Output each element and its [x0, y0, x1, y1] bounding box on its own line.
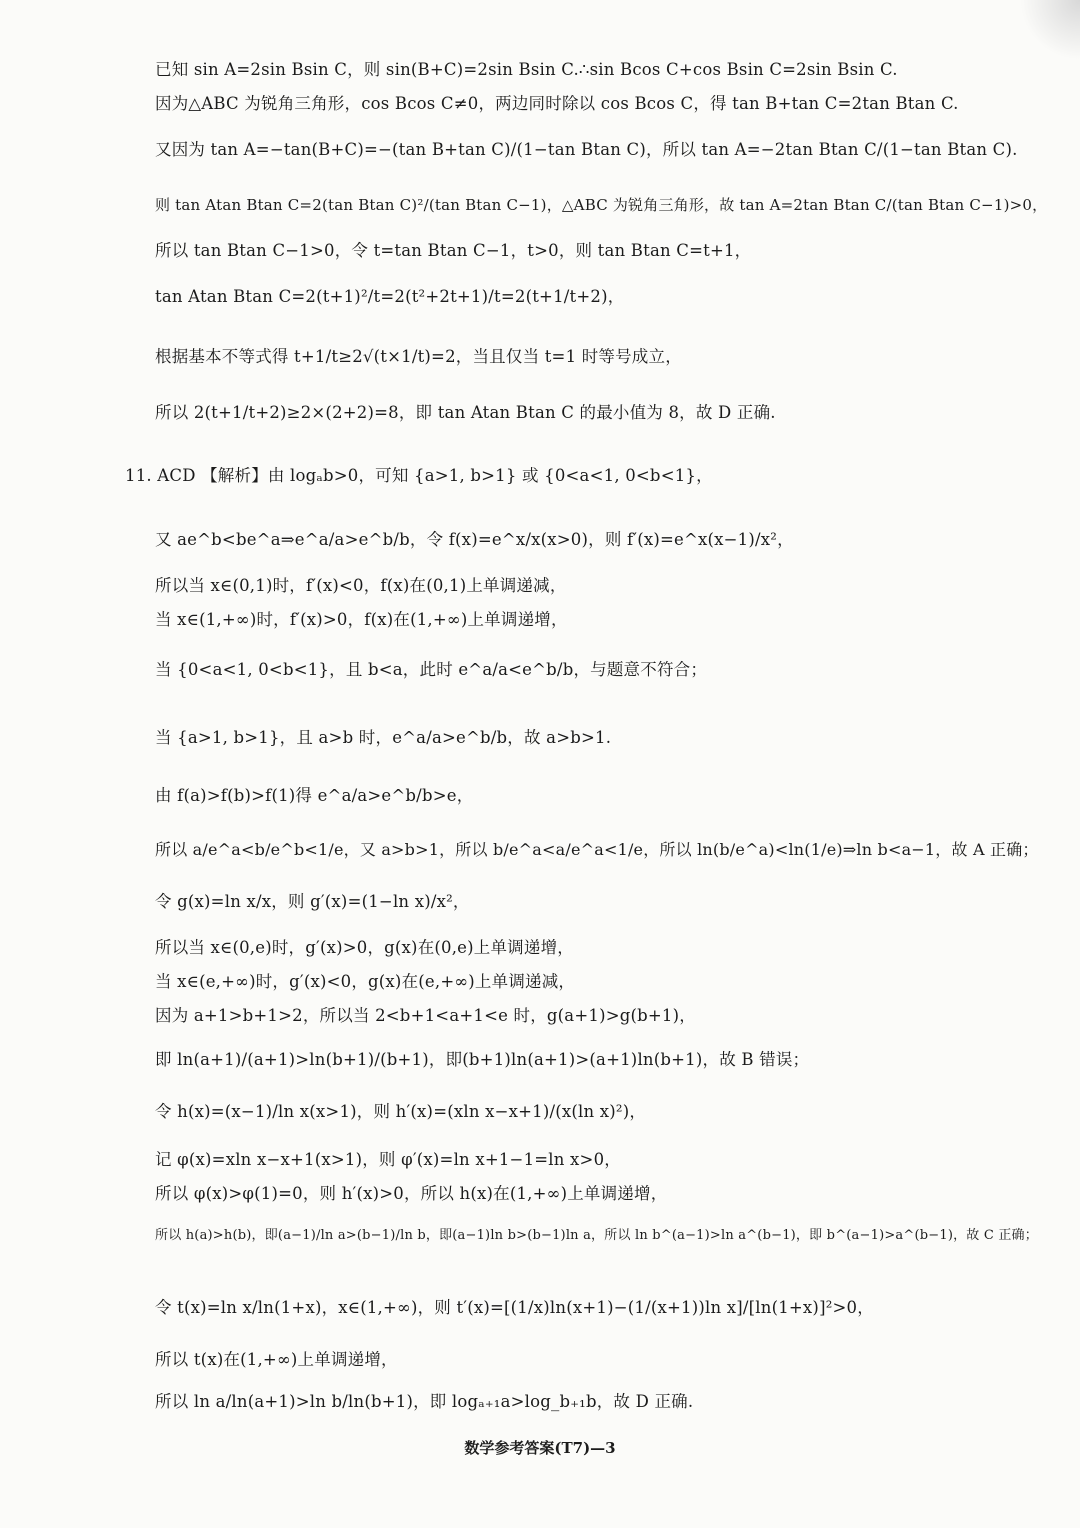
text-line: 记 φ(x)=xln x−x+1(x>1)，则 φ′(x)=ln x+1−1=ln x>0，: [155, 1150, 621, 1169]
text-line: 令 h(x)=(x−1)/ln x(x>1)，则 h′(x)=(xln x−x+1)/(x(ln x)²)，: [155, 1102, 647, 1121]
text-line: 又 ae^b<be^a⇒e^a/a>e^b/b，令 f(x)=e^x/x(x>0)，则 f′(x)=e^x(x−1)/x²，: [155, 530, 794, 549]
text-line: 所以 2(t+1/t+2)≥2×(2+2)=8，即 tan Atan Btan C 的最小值为 8，故 D 正确.: [155, 403, 776, 422]
text-line: 令 t(x)=ln x/ln(1+x)，x∈(1,+∞)，则 t′(x)=[(1/x)ln(x+1)−(1/(x+1))ln x]/[ln(1+x)]²>0，: [155, 1298, 874, 1317]
text-line: 所以 t(x)在(1,+∞)上单调递增，: [155, 1350, 398, 1369]
text-line: 已知 sin A=2sin Bsin C，则 sin(B+C)=2sin Bsin C.∴sin Bcos C+cos Bsin C=2sin Bsin C.: [155, 60, 898, 79]
text-line: 因为 a+1>b+1>2，所以当 2<b+1<a+1<e 时，g(a+1)>g(b+1)，: [155, 1006, 696, 1025]
page-corner-shadow: [1020, 0, 1080, 60]
text-line: 所以 ln a/ln(a+1)>ln b/ln(b+1)，即 logₐ₊₁a>log_b₊₁b，故 D 正确.: [155, 1392, 694, 1411]
question-11-heading: 11. ACD 【解析】由 logₐb>0，可知 {a>1, b>1} 或 {0<a<1, 0<b<1}，: [125, 466, 713, 485]
text-line: 当 {a>1, b>1}，且 a>b 时，e^a/a>e^b/b，故 a>b>1.: [155, 728, 612, 747]
text-line: 所以 h(a)>h(b)，即(a−1)/ln a>(b−1)/ln b，即(a−1)ln b>(b−1)ln a，所以 ln b^(a−1)>ln a^(b−1)，即 b^(a−1)>a^(b−1)，故 C 正确；: [155, 1228, 1038, 1243]
text-line: 令 g(x)=ln x/x，则 g′(x)=(1−ln x)/x²，: [155, 892, 470, 911]
text-line: 所以当 x∈(0,e)时，g′(x)>0，g(x)在(0,e)上单调递增，: [155, 938, 574, 957]
text-line: 所以 a/e^a<b/e^b<1/e，又 a>b>1，所以 b/e^a<a/e^a<1/e，所以 ln(b/e^a)<ln(1/e)⇒ln b<a−1，故 A 正确；: [155, 840, 1039, 859]
text-line: 又因为 tan A=−tan(B+C)=−(tan B+tan C)/(1−tan Btan C)，所以 tan A=−2tan Btan C/(1−tan Btan C).: [155, 140, 1018, 159]
text-line: 所以当 x∈(0,1)时，f′(x)<0，f(x)在(0,1)上单调递减，: [155, 576, 567, 595]
page-footer: 数学参考答案(T7)—3: [464, 1439, 616, 1457]
text-line: 所以 tan Btan C−1>0，令 t=tan Btan C−1，t>0，则 tan Btan C=t+1，: [155, 241, 752, 260]
text-line: 所以 φ(x)>φ(1)=0，则 h′(x)>0，所以 h(x)在(1,+∞)上单调递增，: [155, 1184, 668, 1203]
text-line: 当 x∈(1,+∞)时，f′(x)>0，f(x)在(1,+∞)上单调递增，: [155, 610, 568, 629]
text-line: 则 tan Atan Btan C=2(tan Btan C)²/(tan Btan C−1)，△ABC 为锐角三角形，故 tan A=2tan Btan C/(tan Btan C−1)>0，: [155, 196, 1048, 214]
text-line: 因为△ABC 为锐角三角形，cos Bcos C≠0，两边同时除以 cos Bcos C，得 tan B+tan C=2tan Btan C.: [155, 94, 959, 113]
text-line: 当 {0<a<1, 0<b<1}，且 b<a，此时 e^a/a<e^b/b，与题意不符合；: [155, 660, 708, 679]
text-line: tan Atan Btan C=2(t+1)²/t=2(t²+2t+1)/t=2(t+1/t+2)，: [155, 287, 625, 306]
text-line: 根据基本不等式得 t+1/t≥2√(t×1/t)=2，当且仅当 t=1 时等号成立，: [155, 347, 682, 366]
text-line: 当 x∈(e,+∞)时，g′(x)<0，g(x)在(e,+∞)上单调递减，: [155, 972, 576, 991]
text-line: 即 ln(a+1)/(a+1)>ln(b+1)/(b+1)，即(b+1)ln(a+1)>(a+1)ln(b+1)，故 B 错误；: [155, 1050, 810, 1069]
text-line: 由 f(a)>f(b)>f(1)得 e^a/a>e^b/b>e，: [155, 786, 474, 805]
